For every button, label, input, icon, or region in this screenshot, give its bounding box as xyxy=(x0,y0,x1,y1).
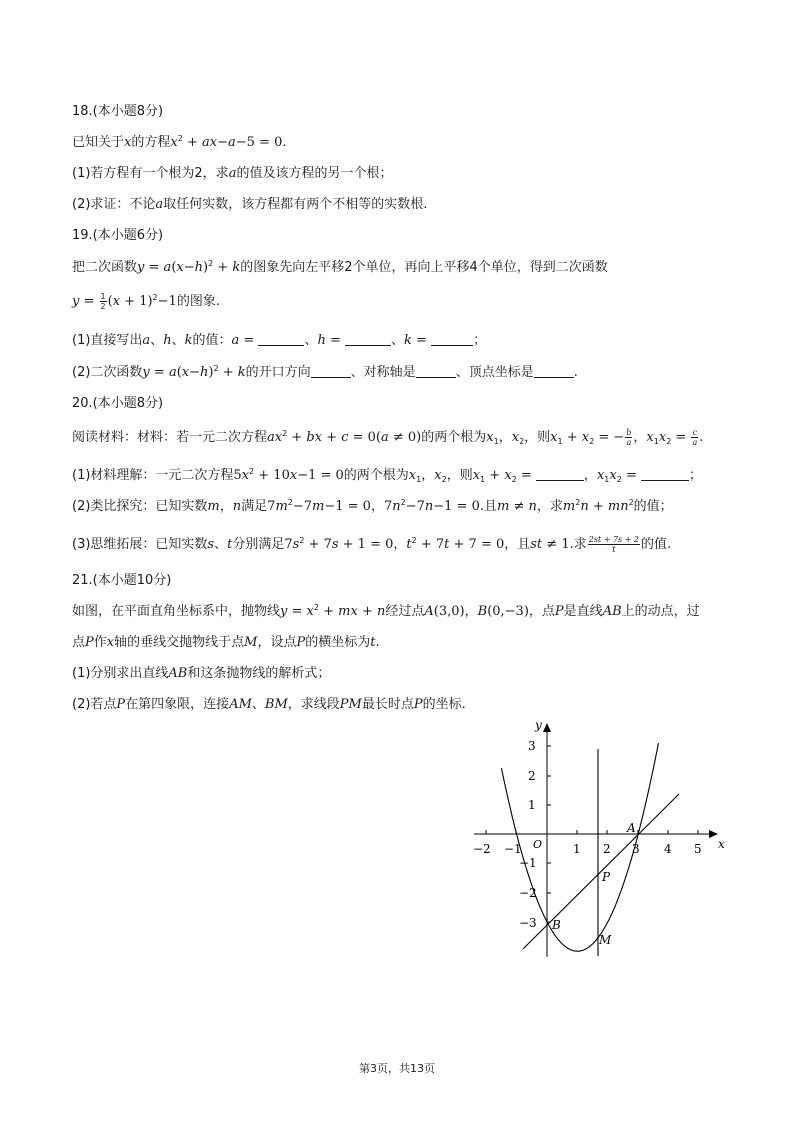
coordinate-graph xyxy=(466,715,726,965)
q20-part3: (3)思维拓展：已知实数s、t分别满足$7s^2 + 7s + 1 = 0$，$t^2 + 7t + 7 = 0$，且st ≠ 1.求 $\frac{2st + 7s + 2}{t}$ 的值. xyxy=(72,535,672,554)
q19-part1: (1)直接写出a、h、k的值：a = 、h = 、k = ； xyxy=(72,333,487,348)
answer-blank-vertex[interactable] xyxy=(534,365,574,378)
x-tick-label: 2 xyxy=(603,842,611,856)
answer-blank-a[interactable] xyxy=(258,333,304,346)
line-AB xyxy=(523,794,679,949)
q18-stem: 已知关于x的方程$x^2 + ax-a-5 = 0$. xyxy=(72,134,287,150)
answer-blank-k[interactable] xyxy=(431,333,473,346)
q21-part2: (2)若点P在第四象限，连接AM、BM，求线段PM最长时点P的坐标. xyxy=(72,697,466,712)
y-tick-label: 2 xyxy=(528,769,536,783)
x-tick-label: 3 xyxy=(632,842,640,856)
q21-part1: (1)分别求出直线AB和这条抛物线的解析式； xyxy=(72,666,331,681)
answer-blank-axis[interactable] xyxy=(416,365,456,378)
point-B-label: B xyxy=(552,918,561,932)
q18-part2: (2)求证：不论a取任何实数，该方程都有两个不相等的实数根. xyxy=(72,197,428,212)
origin-label: O xyxy=(533,838,543,851)
q19-part2: (2)二次函数$y = a(x-h)^2 + k$的开口方向 、对称轴是 、顶点坐标是 . xyxy=(72,364,578,380)
q20-reading: 阅读材料：材料：若一元二次方程$ax^2$ + bx + c = 0(a ≠ 0)的两个根为$x_1$，$x_2$，则$x_1 + x_2$ = − $\frac{b}{a}$ ，$x_1x_2$ = $\frac{c}{a}$ . xyxy=(72,428,704,447)
y-tick-label: 3 xyxy=(528,739,536,753)
y-tick-label: −2 xyxy=(519,886,537,900)
q21-stem-line2: 点P作x轴的垂线交抛物线于点M，设点P的横坐标为t. xyxy=(72,635,380,650)
q18-part1: (1)若方程有一个根为2，求a的值及该方程的另一个根； xyxy=(72,166,393,181)
answer-blank-product[interactable] xyxy=(641,468,689,481)
page-footer: 第3页，共13页 xyxy=(359,1062,435,1075)
x-axis-arrow xyxy=(709,830,718,838)
answer-blank-sum[interactable] xyxy=(536,468,584,481)
q19-stem-line2: y = $\frac{1}{2}$ $(x + 1)^2-1$的图象. xyxy=(72,292,220,311)
point-P-label: P xyxy=(602,870,611,884)
q20-header: 20.(本小题8分) xyxy=(72,396,164,411)
q19-header: 19.(本小题6分) xyxy=(72,228,164,243)
y-tick-label: 1 xyxy=(528,798,536,812)
q20-part1: (1)材料理解：一元二次方程$5x^2 + 10x-1 = 0$的两个根为$x_1$，$x_2$，则$x_1 + x_2$ = ，$x_1x_2$ = ； xyxy=(72,467,702,484)
x-tick-label: 5 xyxy=(694,842,702,856)
q19-stem-line1: 把二次函数$y = a(x-h)^2 + k$的图象先向左平移2个单位，再向上平移4个单位，得到二次函数 xyxy=(72,259,608,275)
x-tick-label: −2 xyxy=(473,842,491,856)
y-tick-label: −3 xyxy=(519,916,537,930)
q21-stem-line1: 如图，在平面直角坐标系中，抛物线$y = x^2$ + mx + n经过点A(3,0)，B(0,−3)，点P是直线AB上的动点，过 xyxy=(72,603,700,619)
y-axis-arrow xyxy=(543,723,551,732)
x-tick-label: 1 xyxy=(573,842,581,856)
point-M-label: M xyxy=(599,933,612,947)
answer-blank-direction[interactable] xyxy=(311,365,351,378)
answer-blank-h[interactable] xyxy=(345,333,391,346)
q18-header: 18.(本小题8分) xyxy=(72,104,164,119)
x-tick-label: 4 xyxy=(664,842,672,856)
y-axis-label: y xyxy=(535,718,542,732)
y-tick-label: −1 xyxy=(519,856,537,870)
point-A-label: A xyxy=(627,821,636,835)
x-tick-label: −1 xyxy=(504,842,522,856)
q21-header: 21.(本小题10分) xyxy=(72,573,172,588)
x-axis-label: x xyxy=(718,837,725,851)
q20-part2: (2)类比探究：已知实数m，n满足$7m^2-7m-1 = 0$，$7n^2-7n-1 = 0$.且m ≠ n，求$m^2n + mn^2$的值； xyxy=(72,498,673,514)
